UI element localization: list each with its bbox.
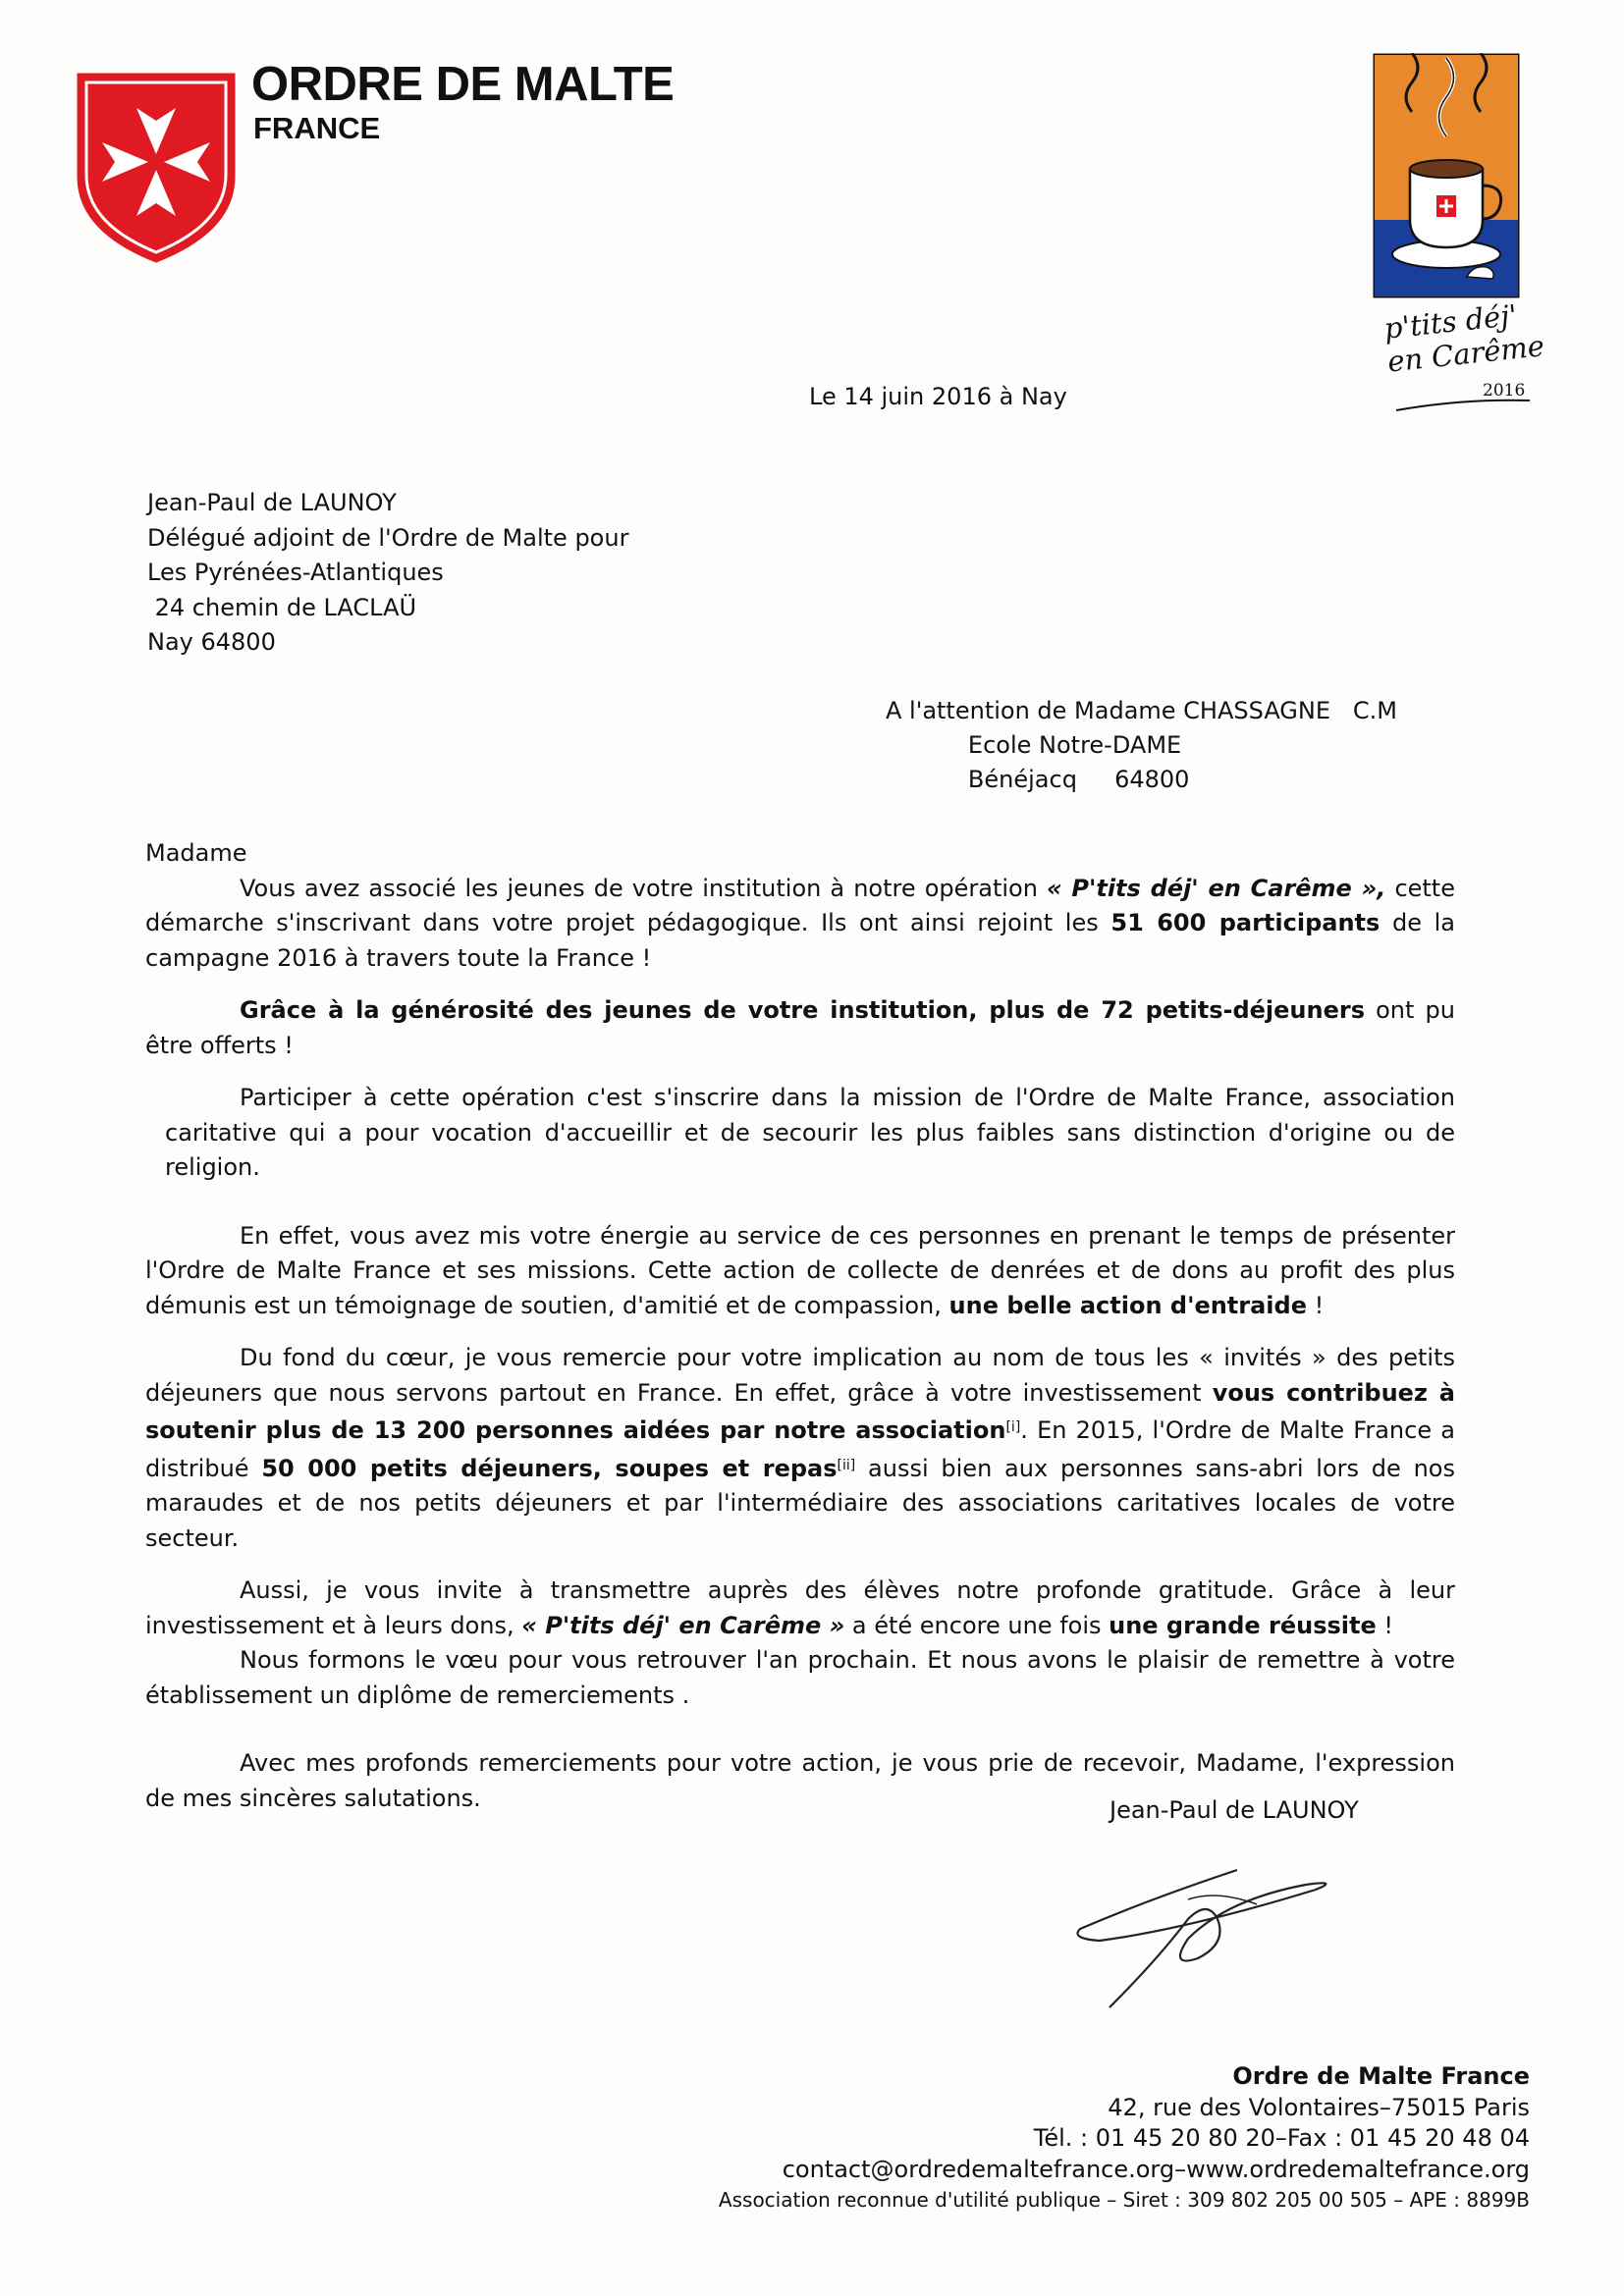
footnote-ref-ii: [ii]: [837, 1457, 856, 1473]
maltese-cross-shield-logo: [73, 69, 240, 265]
paragraph-next-year: Nous formons le vœu pour vous retrouver l'an prochain. Et nous avons le plaisir de remettre à votre établissement un diplôme de remerciements .: [145, 1646, 1455, 1709]
paragraph-closing: Avec mes profonds remerciements pour votre action, je vous prie de recevoir, Madame, l'expression de mes sincères salutations.: [145, 1749, 1455, 1812]
footer-contact: contact@ordredemaltefrance.org–www.ordredemaltefrance.org: [782, 2155, 1530, 2183]
coffee-cup-illustration: [1373, 53, 1520, 298]
paragraph-breakfasts: Grâce à la générosité des jeunes de votre institution, plus de 72 petits-déjeuners ont pu être offerts !: [145, 996, 1455, 1059]
footer-legal: Association reconnue d'utilité publique – Siret : 309 802 205 00 505 – APE : 8899B: [718, 2188, 1530, 2212]
sender-name: Jean-Paul de LAUNOY: [147, 489, 397, 516]
signatory-name: Jean-Paul de LAUNOY: [1110, 1796, 1359, 1824]
paragraph-gratitude: Aussi, je vous invite à transmettre auprès des élèves notre profonde gratitude. Grâce à leur investissement et à leurs dons, « P'tits déj' en Carême » a été encore une fois une grande réussite !: [145, 1576, 1455, 1639]
sender-region: Les Pyrénées-Atlantiques: [147, 559, 444, 586]
recipient-school: Ecole Notre-DAME: [886, 731, 1182, 759]
letter-date: Le 14 juin 2016 à Nay: [809, 383, 1067, 410]
letter-footer: [719, 2061, 1530, 2216]
salutation: Madame: [145, 839, 247, 867]
org-name: ORDRE DE MALTE: [251, 58, 675, 111]
paragraph-mission: Participer à cette opération c'est s'inscrire dans la mission de l'Ordre de Malte France, association caritative qui a pour vocation d'accueillir et de secourir les plus faibles sans distinction d'origine ou de religion.: [165, 1084, 1455, 1181]
sender-address: [147, 486, 628, 661]
sender-city: Nay 64800: [147, 628, 276, 656]
footer-phone: Tél. : 01 45 20 80 20–Fax : 01 45 20 48 04: [1033, 2124, 1530, 2152]
campaign-underline: [1394, 397, 1532, 412]
recipient-name: A l'attention de Madame CHASSAGNE C.M: [886, 697, 1398, 724]
letter-body: [145, 836, 1455, 1816]
sender-street: 24 chemin de LACLAÜ: [147, 593, 417, 621]
paragraph-energy: En effet, vous avez mis votre énergie au service de ces personnes en prenant le temps de présenter l'Ordre de Malte France et ses missions. Cette action de collecte de denrées et de dons au profit des plus démunis est un témoignage de soutien, d'amitié et de compassion, une belle action d'entraide !: [145, 1221, 1455, 1319]
footnote-ref-i: [i]: [1005, 1419, 1021, 1435]
sender-title: Délégué adjoint de l'Ordre de Malte pour: [147, 523, 629, 552]
campaign-logo-text: p'tits déj' en Carême: [1382, 297, 1546, 379]
campaign-year: 2016: [1483, 381, 1526, 400]
paragraph-participation: Vous avez associé les jeunes de votre institution à notre opération « P'tits déj' en Carême », cette démarche s'inscrivant dans votre projet pédagogique. Ils ont ainsi rejoint les 51 600 participants de la campagne 2016 à travers toute la France !: [145, 874, 1456, 972]
org-country: FRANCE: [253, 111, 381, 145]
footer-address: 42, rue des Volontaires–75015 Paris: [1108, 2093, 1530, 2121]
paragraph-thanks: Du fond du cœur, je vous remercie pour votre implication au nom de tous les « invités » des petits déjeuners que nous servons partout en France. En effet, grâce à votre investissement vous contribuez à soutenir plus de 13 200 personnes aidées par notre association[i]. En 2015, l'Ordre de Malte France a distribué 50 000 petits déjeuners, soupes et repas[ii] aussi bien aux personnes sans-abri lors de nos maraudes et de nos petits déjeuners et par l'intermédiaire des associations caritatives locales de votre secteur.: [145, 1344, 1455, 1552]
handwritten-signature: [1070, 1860, 1345, 2017]
recipient-address: [886, 694, 1397, 797]
recipient-city: Bénéjacq 64800: [886, 766, 1190, 793]
footer-org: Ordre de Malte France: [1232, 2062, 1530, 2090]
